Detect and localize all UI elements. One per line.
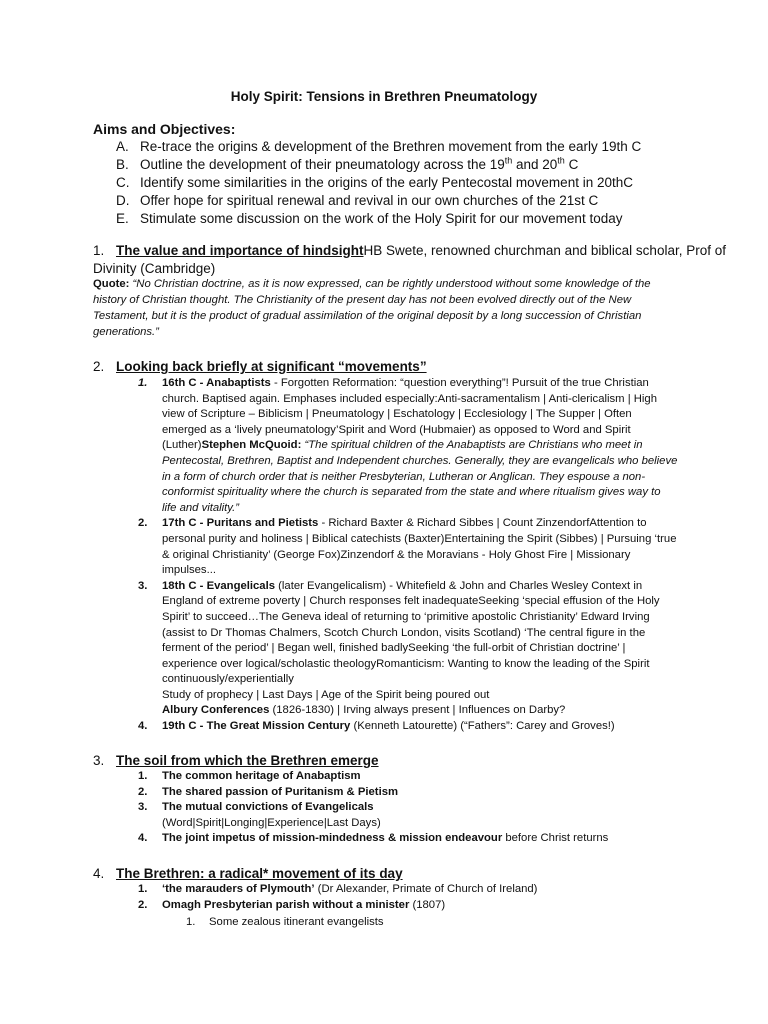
section-4-list — [138, 882, 678, 913]
section-2-list — [138, 376, 678, 735]
section-3: 3. The soil from which the Brethren emerge — [93, 753, 379, 768]
aims-item: D. Offer hope for spiritual renewal and revival in our own churches of the 21st C — [116, 193, 599, 208]
aims-item: E. Stimulate some discussion on the work of the Holy Spirit for our movement today — [116, 211, 623, 226]
list-item: 1. ‘the marauders of Plymouth’ (Dr Alexander, Primate of Church of Ireland) — [138, 883, 538, 895]
section-4-heading: The Brethren: a radical* movement of its day — [116, 866, 403, 881]
section-3-heading: The soil from which the Brethren emerge — [116, 753, 379, 768]
aims-item: A. Re-trace the origins & development of the Brethren movement from the early 19th C — [116, 139, 642, 154]
aims-list — [116, 138, 756, 228]
section-2-heading: Looking back briefly at significant “movements” — [116, 359, 427, 374]
list-item: 4. The joint impetus of mission-mindedness & mission endeavour before Christ returns — [138, 832, 609, 845]
list-item: 2. 17th C - Puritans and Pietists - Richard Baxter & Richard Sibbes | Count ZinzendorfAttention to personal purity and holiness | Biblical catechists (Baxter)Entertaining the Spirit (Sibbes) | Pursuing ‘true & original Christianity’ (George Fox)Zinzendorf & the Moravians - Holy Ghost Fire | Missionary impulses... — [138, 517, 677, 577]
section-3-list — [138, 769, 678, 847]
section-4: 4. The Brethren: a radical* movement of its day — [93, 866, 403, 881]
aims-item: C. Identify some similarities in the origins of the early Pentecostal movement in 20thC — [116, 175, 633, 190]
section-2: 2. Looking back briefly at significant “movements” — [93, 359, 427, 374]
list-item: 2. Omagh Presbyterian parish without a minister (1807) — [138, 898, 446, 911]
list-item: 3. 18th C - Evangelicals (later Evangelicalism) - Whitefield & John and Charles Wesley Context in England of extreme poverty | Church responses felt inadequateSeeking ‘special effusion of the Holy Spirit’ to succeed…The Geneva ideal of returning to ‘primitive apostolic Christianity’ Edward Irving (assist to Dr Thomas Chalmers, Scotch Church London, visits Scotland) ‘The central figure in the ferment of the period’ | Began well, finished badlySeeking ‘the full-orbit of Christian doctrine’ | experience over logical/scholastic theologyRomanticism: Wanting to know the leading of the Spirit continuously/experientially Study of prophecy | Last Days | Age of the Spirit being poured out Albury Conferences (1826-1830) | Irving always present | Influences on Darby? — [138, 579, 660, 717]
section-4-sublist — [186, 914, 586, 930]
aims-item: B. Outline the development of their pneumatology across the 19th and 20th C — [116, 155, 579, 172]
list-item: 2. The shared passion of Puritanism & Pietism — [138, 785, 399, 798]
list-item: 1. 16th C - Anabaptists - Forgotten Reformation: “question everything”! Pursuit of the true Christian church. Baptised again. Emphases included especially:Anti-sacramentalism | Anti-clericalism | High view of Scripture – Biblicism | Pneumatology | Eschatology | Ecclesiology | The Supper | Often emerged as a ‘lively pneumatology’Spirit and Word (Hubmaier) as opposed to Word and Spirit (Luther)Stephen McQuoid: “The spiritual children of the Anabaptists are Christians who meet in Pentecostal, Brethren, Baptist and Independent churches. Generally, they are evangelicals who believe in a form of church order that is neither Presbyterian, Lutheran or Anglican. They espouse a non-conformist spirituality where the church is separated from the state and where ritualism gives way to life and vitality.” — [138, 377, 678, 514]
list-item: 4. 19th C - The Great Mission Century (Kenneth Latourette) (“Fathers”: Carey and Groves!) — [138, 720, 615, 733]
document-title: Holy Spirit: Tensions in Brethren Pneumatology — [230, 89, 538, 104]
aims-heading: Aims and Objectives: — [93, 121, 236, 137]
list-item: 3. The mutual convictions of Evangelicals (Word|Spirit|Longing|Experience|Last Days) — [138, 801, 381, 829]
list-item: 1. Some zealous itinerant evangelists — [186, 916, 384, 928]
section-1-heading: The value and importance of hindsight — [116, 243, 364, 258]
list-item: 1. The common heritage of Anabaptism — [138, 770, 361, 782]
section-1-quote: Quote: “No Christian doctrine, as it is now expressed, can be rightly understood without some knowledge of the history of Christian thought. The Christianity of the present day has not been evolved directly out of the New Testament, but it is the product of gradual assimilation of the original deposit by a long succession of Christian generations.” — [93, 278, 651, 338]
section-1: 1. The value and importance of hindsightHB Swete, renowned churchman and biblical scholar, Prof of Divinity (Cambridge) — [93, 243, 726, 276]
